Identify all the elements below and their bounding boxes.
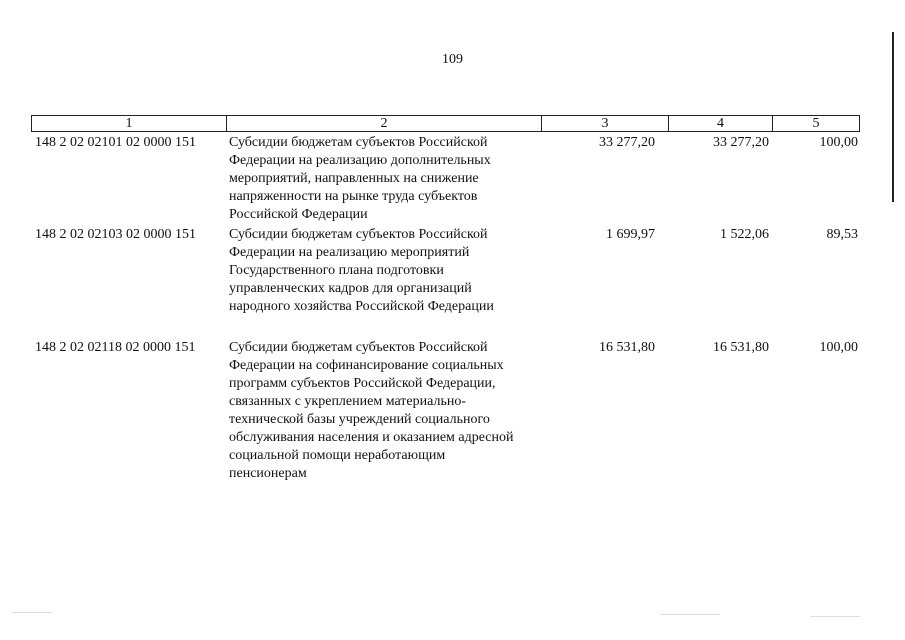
description-line: Субсидии бюджетам субъектов Российской	[229, 227, 488, 242]
description-line: Федерации на софинансирование социальных	[229, 358, 504, 373]
description-line: связанных с укреплением материально-	[229, 394, 466, 409]
value-col5: 100,00	[819, 340, 858, 355]
scan-artifact	[660, 614, 720, 615]
description-line: Российской Федерации	[229, 207, 368, 222]
page-number: 109	[442, 52, 463, 67]
row-description	[229, 226, 541, 316]
description-line: обслуживания населения и оказанием адресной	[229, 430, 514, 445]
value-col3: 1 699,97	[606, 227, 655, 242]
column-header-3: 3	[542, 116, 669, 131]
description-line: технической базы учреждений социального	[229, 412, 490, 427]
row-description	[229, 339, 541, 483]
budget-code: 148 2 02 02118 02 0000 151	[35, 340, 196, 355]
description-line: Государственного плана подготовки	[229, 263, 444, 278]
column-header-4: 4	[669, 116, 773, 131]
description-line: Субсидии бюджетам субъектов Российской	[229, 135, 488, 150]
table-header	[31, 115, 860, 132]
scan-artifact	[810, 616, 860, 617]
description-line: программ субъектов Российской Федерации,	[229, 376, 496, 391]
description-line: пенсионерам	[229, 466, 307, 481]
description-line: Федерации на реализацию мероприятий	[229, 245, 470, 260]
value-col4: 33 277,20	[713, 135, 769, 150]
budget-code: 148 2 02 02101 02 0000 151	[35, 135, 196, 150]
column-header-2: 2	[227, 116, 542, 131]
description-line: напряженности на рынке труда субъектов	[229, 189, 478, 204]
column-header-5: 5	[812, 116, 820, 131]
value-col5: 89,53	[826, 227, 858, 242]
value-col3: 16 531,80	[599, 340, 655, 355]
column-header-1: 1	[32, 116, 227, 131]
description-line: социальной помощи неработающим	[229, 448, 446, 463]
scan-edge-line	[892, 32, 894, 202]
description-line: мероприятий, направленных на снижение	[229, 171, 479, 186]
description-line: управленческих кадров для организаций	[229, 281, 472, 296]
description-line: народного хозяйства Российской Федерации	[229, 299, 494, 314]
value-col4: 1 522,06	[720, 227, 769, 242]
budget-code: 148 2 02 02103 02 0000 151	[35, 227, 196, 242]
value-col3: 33 277,20	[599, 135, 655, 150]
value-col4: 16 531,80	[713, 340, 769, 355]
scan-artifact	[12, 612, 52, 613]
row-description	[229, 134, 541, 224]
description-line: Федерации на реализацию дополнительных	[229, 153, 491, 168]
description-line: Субсидии бюджетам субъектов Российской	[229, 340, 488, 355]
value-col5: 100,00	[819, 135, 858, 150]
